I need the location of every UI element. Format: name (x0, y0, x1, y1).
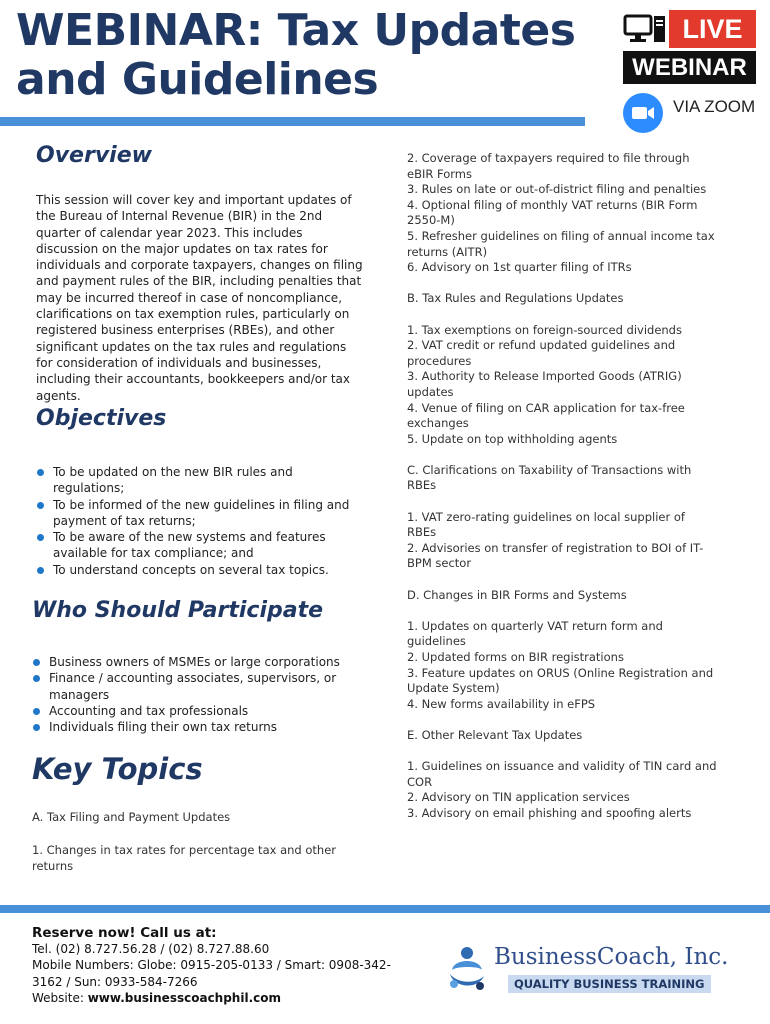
topic-section-e: E. Other Relevant Tax Updates (407, 727, 583, 742)
contact-info (32, 925, 402, 1006)
list-item: Finance / accounting associates, supervisors, or managers (30, 670, 350, 703)
list-item: To understand concepts on several tax topics. (34, 562, 364, 578)
zoom-camera-icon (623, 93, 663, 133)
overview-text: This session will cover key and important updates of the Bureau of Internal Revenue (BIR) in the 2nd quarter of calendar year 2023. This includes discussion on the major updates on tax rates for individuals and corporate taxpayers, changes on filing and payment rules of the BIR, including penalties that may be incurred thereof in case of noncompliance, clarifications on tax exemption rules, particularly on registered business enterprises (RBEs), and other significant updates on the tax rules and regulations for consideration of individuals and businesses, including their accountants, bookkeepers and/or tax agents. (36, 193, 363, 403)
topic-items: 1. Changes in tax rates for percentage tax and other returns (32, 843, 340, 873)
list-item: Business owners of MSMEs or large corporations (30, 654, 350, 670)
list-item: Individuals filing their own tax returns (30, 719, 350, 735)
topic-items: 2. Coverage of taxpayers required to file through eBIR Forms 3. Rules on late or out-of-district filing and penalties 4. Optional filing of monthly VAT returns (BIR Form 2550-M) 5. Refresher guidelines on filing of annual income tax returns (AITR) 6. Advisory on 1st quarter filing of ITRs (407, 151, 715, 275)
website-label: Website: (32, 990, 88, 1005)
key-topics-right-column (407, 151, 717, 822)
key-topics-heading: Key Topics (32, 752, 203, 786)
live-label: LIVE (669, 10, 756, 48)
live-webinar-badge (623, 10, 756, 84)
list-item: To be aware of the new systems and features available for tax compliance; and (34, 529, 364, 562)
page-title (16, 6, 575, 104)
telephone-numbers: Tel. (02) 8.727.56.28 / (02) 8.727.88.60 (32, 942, 270, 957)
topic-section-b: B. Tax Rules and Regulations Updates (407, 291, 624, 306)
participants-heading: Who Should Participate (32, 598, 324, 623)
logo-tagline: QUALITY BUSINESS TRAINING (508, 975, 711, 993)
list-item: To be informed of the new guidelines in filing and payment of tax returns; (34, 497, 364, 530)
participants-list (30, 654, 350, 735)
topic-items: 1. Updates on quarterly VAT return form and guidelines 2. Updated forms on BIR registrations 3. Feature updates on ORUS (Online Registration and Update System) 4. New forms availability in eFPS (407, 618, 714, 711)
overview-heading: Overview (36, 143, 152, 168)
title-line-1: WEBINAR: Tax Updates (16, 5, 576, 56)
list-item: Accounting and tax professionals (30, 703, 350, 719)
topic-section-a: A. Tax Filing and Payment Updates (32, 810, 231, 824)
footer-accent-bar (0, 905, 770, 913)
list-item: To be updated on the new BIR rules and regulations; (34, 464, 364, 497)
title-accent-bar (0, 117, 585, 126)
topic-items: 1. Tax exemptions on foreign-sourced dividends 2. VAT credit or refund updated guidelines and procedures 3. Authority to Release Imported Goods (ATRIG) updates 4. Venue of filing on CAR application for tax-free exchanges 5. Update on top withholding agents (407, 322, 685, 446)
objectives-list (34, 464, 364, 578)
website-link[interactable]: www.businesscoachphil.com (87, 990, 281, 1005)
via-zoom-label: VIA ZOOM (673, 97, 756, 116)
title-line-2: and Guidelines (16, 54, 379, 105)
reserve-heading: Reserve now! Call us at: (32, 925, 217, 941)
topic-items: 1. VAT zero-rating guidelines on local supplier of RBEs 2. Advisories on transfer of registration to BOI of IT-BPM sector (407, 509, 704, 571)
topic-section-d: D. Changes in BIR Forms and Systems (407, 587, 627, 602)
computer-icon (623, 10, 669, 48)
logo-swirl-icon (444, 944, 490, 996)
topic-section-c: C. Clarifications on Taxability of Transactions with RBEs (407, 462, 695, 493)
webinar-label: WEBINAR (623, 51, 756, 84)
logo-name: BusinessCoach, Inc. (494, 944, 729, 970)
topic-items: 1. Guidelines on issuance and validity of TIN card and COR 2. Advisory on TIN application services 3. Advisory on email phishing and spoofing alerts (407, 759, 717, 820)
via-zoom (623, 93, 755, 133)
objectives-heading: Objectives (36, 406, 167, 431)
businesscoach-logo (444, 944, 744, 1004)
mobile-numbers: Mobile Numbers: Globe: 0915-205-0133 / Smart: 0908-342-3162 / Sun: 0933-584-7266 (32, 958, 391, 989)
